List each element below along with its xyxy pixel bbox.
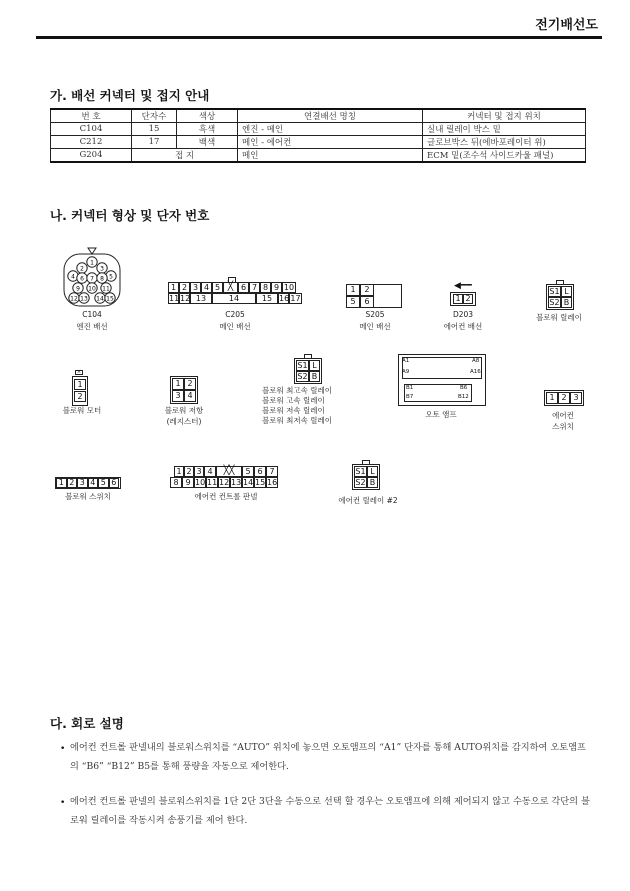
pin-cell: 5 xyxy=(242,466,254,477)
blank-pin-x-icon: ╳╳ xyxy=(223,466,235,476)
pin-cell: 1 xyxy=(174,466,184,477)
pin-label: 15 xyxy=(106,295,114,303)
col-header-loc: 커넥터 및 접지 위치 xyxy=(423,109,586,123)
pin-cell: 16 xyxy=(267,478,278,487)
c104-name: 엔진 배선 xyxy=(76,322,108,331)
pin-cell: 12 xyxy=(180,294,191,303)
pin-cell: 5 xyxy=(346,296,360,308)
list-item: 블로워 최고속 릴레이 xyxy=(262,386,332,395)
d203-code: D203 xyxy=(452,310,474,319)
pin-label: 14 xyxy=(96,295,104,303)
pin-cell: 4 xyxy=(184,390,196,402)
section-c-title: 다. 회로 설명 xyxy=(50,716,124,731)
d203-name: 에어컨 배선 xyxy=(443,322,483,331)
pin-cell: 17 xyxy=(290,294,301,303)
cell-no: G204 xyxy=(51,149,132,163)
pin-cell: S2 xyxy=(355,478,366,487)
pin-cell: 4 xyxy=(204,466,216,477)
pin-cell: 15 xyxy=(256,293,278,304)
key-notch xyxy=(362,460,370,464)
pin-label: B6 xyxy=(460,385,468,391)
pin-cell: 8 xyxy=(170,477,182,488)
cell-name: 메인 xyxy=(238,149,423,163)
pin-cell: 16 xyxy=(279,294,290,303)
key-notch xyxy=(228,277,236,282)
description-paragraph-2: 에어컨 컨트롤 판넬의 블로워스위치를 1단 2단 3단을 수동으로 선택 할 경우는 오토앰프에 의해 제어되지 않고 수동으로 각단의 블로워 릴레이를 작동시켜 송풍기를 제어 한다. xyxy=(70,796,590,826)
table-header-row xyxy=(51,109,586,123)
pin-cell: 5 xyxy=(98,478,109,488)
pin-cell: L xyxy=(309,360,320,371)
section-a-title: 가. 배선 커넥터 및 접지 안내 xyxy=(50,88,210,103)
pin-label: 4 xyxy=(71,273,75,281)
pin-label: A1 xyxy=(402,358,410,364)
table-row xyxy=(51,136,586,149)
pin-cell: 6 xyxy=(360,296,374,308)
blank-pin-x-icon: ╳ xyxy=(227,282,234,292)
cell-ground: 접 지 xyxy=(132,149,238,163)
col-header-no: 번 호 xyxy=(51,109,132,123)
ac-relay2-name: 에어컨 릴레이 #2 xyxy=(338,496,398,505)
pin-cell: 14 xyxy=(243,478,254,487)
auto-amp-name: 오토 앰프 xyxy=(425,410,457,419)
pin-label: 7 xyxy=(90,275,94,283)
pin-cell: 1 xyxy=(74,379,86,390)
pin-cell: B xyxy=(561,297,572,308)
c104-code: C104 xyxy=(82,310,102,319)
pin-cell: L xyxy=(561,286,572,297)
page-header xyxy=(36,8,602,39)
ac-panel-name: 에어컨 컨트롤 판넬 xyxy=(194,492,258,501)
bullet-icon: • xyxy=(60,744,66,754)
pin-cell: 3 xyxy=(190,282,201,293)
pin-label: 12 xyxy=(70,295,78,303)
pin-cell: 10 xyxy=(283,283,295,292)
col-header-color: 색상 xyxy=(177,109,238,123)
pin-label: B1 xyxy=(406,385,414,391)
latch-arrow-icon: ◀━━ xyxy=(454,281,472,291)
pin-cell: 2 xyxy=(360,284,374,296)
pin-cell: S2 xyxy=(297,372,308,381)
pin-cell: 1 xyxy=(172,378,184,390)
pin-cell: 4 xyxy=(88,478,99,488)
pin-cell: S1 xyxy=(297,361,308,370)
ac-switch-name: 에어컨 xyxy=(552,411,574,420)
pin-cell: 2 xyxy=(74,391,86,402)
blower-relay-name: 블로워 릴레이 xyxy=(536,313,582,322)
pin-cell: 1 xyxy=(56,478,67,488)
pin-cell: 4 xyxy=(201,282,212,293)
pin-label: 1 xyxy=(90,259,94,267)
pin-cell: S1 xyxy=(549,287,560,296)
list-item: 블로워 고속 릴레이 xyxy=(262,396,325,405)
blower-motor-name: 블로워 모터 xyxy=(62,406,102,415)
pin-cell: B xyxy=(309,371,320,382)
pin-label: 5 xyxy=(109,273,113,281)
pin-cell: 12 xyxy=(219,478,230,487)
cell-name: 엔진 - 메인 xyxy=(238,123,423,136)
pin-cell: 2 xyxy=(179,282,190,293)
pin-label: A16 xyxy=(470,369,481,375)
pin-cell: 2 xyxy=(463,294,473,304)
pin-label: B12 xyxy=(458,394,469,400)
list-item: 블로워 최저속 릴레이 xyxy=(262,416,332,425)
connector-table xyxy=(50,108,586,163)
bullet-icon: • xyxy=(60,798,66,808)
cell-loc: 글로브박스 뒤(에바포레이터 위) xyxy=(423,136,586,149)
blower-switch-name: 블로워 스위치 xyxy=(65,492,111,501)
pin-cell: 3 xyxy=(194,466,204,477)
cell-no: C104 xyxy=(51,123,132,136)
page-title: 전기배선도 xyxy=(535,18,598,33)
cell-pins: 17 xyxy=(132,136,177,149)
pin-cell: 8 xyxy=(260,282,271,293)
cell-color: 흑색 xyxy=(177,123,238,136)
pin-cell: 9 xyxy=(182,477,194,488)
cell-loc: 실내 릴레이 박스 밑 xyxy=(423,123,586,136)
pin-cell: 3 xyxy=(570,392,582,404)
pin-cell: 1 xyxy=(546,392,558,404)
pin-label: 13 xyxy=(80,295,88,303)
col-header-name: 연결배선 명칭 xyxy=(238,109,423,123)
cell-color: 백색 xyxy=(177,136,238,149)
list-item: 블로워 저속 릴레이 xyxy=(262,406,325,415)
pin-label: 11 xyxy=(102,285,110,293)
pin-cell: 5 xyxy=(212,282,223,293)
pin-cell: 6 xyxy=(254,466,266,477)
table-row xyxy=(51,123,586,136)
pin-cell: 1 xyxy=(168,282,179,293)
pin-cell: 11 xyxy=(169,294,180,303)
pin-label: A9 xyxy=(402,369,410,375)
pin-cell: 2 xyxy=(558,392,570,404)
pin-label: 8 xyxy=(100,275,104,283)
pin-cell: 2 xyxy=(67,478,78,488)
pin-cell: L xyxy=(367,466,378,477)
pin-cell: 6 xyxy=(238,282,249,293)
blower-resistor-name2: (레지스터) xyxy=(166,417,202,426)
pin-label: 6 xyxy=(80,275,84,283)
pin-cell: 13 xyxy=(190,293,212,304)
cell-loc: ECM 밑(조수석 사이드카울 패널) xyxy=(423,149,586,163)
s205-code: S205 xyxy=(365,310,385,319)
speed-relay-list xyxy=(262,386,332,426)
s205-name: 메인 배선 xyxy=(359,322,391,331)
key-notch: × xyxy=(76,369,82,375)
pin-cell: B xyxy=(367,477,378,488)
blower-resistor-name: 블로워 저항 xyxy=(164,406,204,415)
c104-connector xyxy=(62,246,122,310)
pin-cell: 2 xyxy=(184,378,196,390)
pin-cell: 3 xyxy=(172,390,184,402)
key-notch xyxy=(304,354,312,358)
cell-name: 메인 - 에어컨 xyxy=(238,136,423,149)
description-paragraph-1: 에어컨 컨트롤 판넬내의 블로워스위치를 “AUTO” 위치에 놓으면 오토앰프의 “A1” 단자를 통해 AUTO위치를 감지하여 오토앰프의 “B6” “B12” B5를 통해 풍량을 자동으로 제어한다. xyxy=(70,742,586,772)
section-b-title: 나. 커넥터 형상 및 단자 번호 xyxy=(50,208,210,223)
pin-cell: 2 xyxy=(184,466,194,477)
pin-cell: S2 xyxy=(549,298,560,307)
pin-cell: 6 xyxy=(109,478,120,488)
pin-cell: 1 xyxy=(346,284,360,296)
pin-label: B7 xyxy=(406,394,414,400)
pin-cell: 3 xyxy=(77,478,88,488)
ac-switch-name2: 스위치 xyxy=(552,422,574,431)
pin-label: 10 xyxy=(88,285,96,293)
pin-cell: 10 xyxy=(195,478,206,487)
pin-cell: 15 xyxy=(255,478,266,487)
c205-name: 메인 배선 xyxy=(219,322,251,331)
pin-label: 9 xyxy=(76,285,80,293)
pin-label: A8 xyxy=(472,358,480,364)
key-notch xyxy=(556,280,564,284)
col-header-pins: 단자수 xyxy=(132,109,177,123)
pin-cell: 1 xyxy=(453,294,463,304)
pin-cell: 13 xyxy=(231,478,242,487)
pin-label: 3 xyxy=(100,265,104,273)
pin-cell: 9 xyxy=(271,282,282,293)
cell-no: C212 xyxy=(51,136,132,149)
pin-cell: S1 xyxy=(355,467,366,476)
pin-cell: 11 xyxy=(207,478,218,487)
pin-label: 2 xyxy=(80,265,84,273)
pin-cell: 14 xyxy=(212,293,256,304)
cell-pins: 15 xyxy=(132,123,177,136)
pin-cell: 7 xyxy=(249,282,260,293)
table-row xyxy=(51,149,586,163)
c205-code: C205 xyxy=(225,310,245,319)
pin-cell: 7 xyxy=(266,466,278,477)
